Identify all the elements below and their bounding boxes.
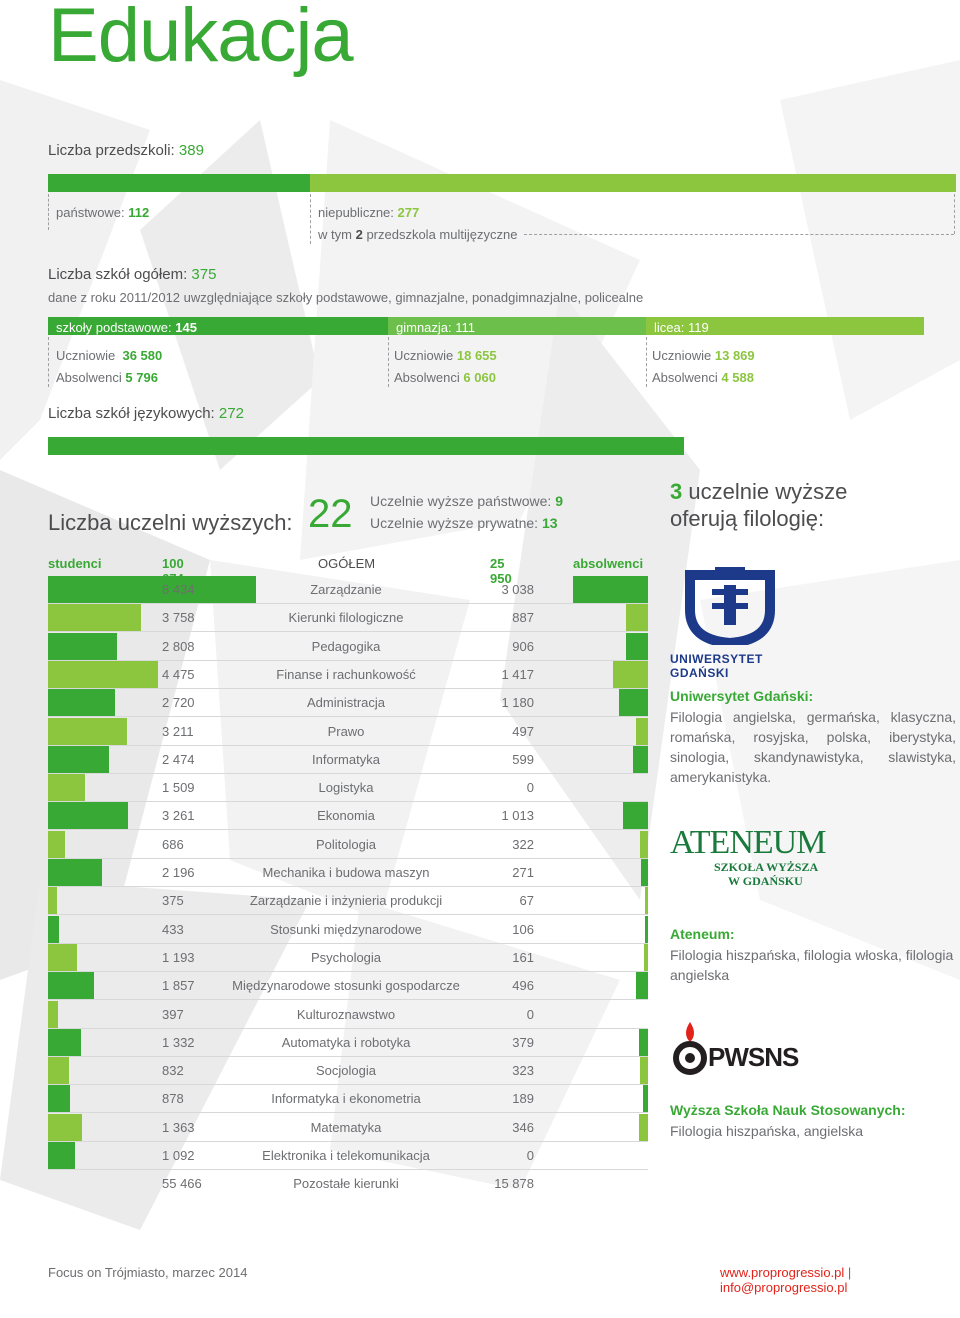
field-name: Kierunki filologiczne bbox=[288, 610, 404, 626]
divider bbox=[310, 194, 311, 244]
students-value: 2 808 bbox=[162, 638, 195, 654]
pwsns-logo bbox=[670, 1020, 830, 1080]
field-name: Kulturoznawstwo bbox=[296, 1006, 396, 1022]
preschools-public-bar bbox=[48, 174, 310, 192]
table-row bbox=[48, 1057, 648, 1085]
pwsns-heading: Wyższa Szkoła Nauk Stosowanych: bbox=[670, 1102, 906, 1118]
students-bar bbox=[48, 689, 115, 716]
divider bbox=[646, 337, 647, 387]
students-value: 1 193 bbox=[162, 949, 195, 965]
students-bar bbox=[48, 859, 102, 886]
language-schools-heading bbox=[48, 405, 244, 422]
language-schools-bar bbox=[48, 437, 684, 455]
ateneum-logo-text: ATENEUM bbox=[670, 824, 826, 861]
graduates-bar bbox=[645, 887, 648, 914]
graduates-bar bbox=[633, 746, 648, 773]
col-students: studenci bbox=[48, 556, 102, 571]
divider bbox=[524, 234, 954, 235]
table-row bbox=[48, 887, 648, 915]
table-row bbox=[48, 1170, 648, 1198]
middle-schools-label bbox=[396, 320, 475, 335]
field-name: Elektronika i telekomunikacja bbox=[262, 1148, 430, 1163]
graduates-bar bbox=[641, 859, 648, 886]
philology-line2: oferują filologię: bbox=[670, 506, 825, 531]
col-graduates: absolwenci bbox=[573, 556, 644, 571]
students-bar bbox=[48, 916, 59, 943]
graduates-value: 906 bbox=[512, 638, 534, 654]
table-row bbox=[48, 916, 648, 944]
graduates-value: 161 bbox=[512, 949, 534, 965]
graduates-value: 322 bbox=[512, 836, 534, 852]
table-row bbox=[48, 1142, 648, 1170]
graduates-value: 496 bbox=[512, 978, 534, 994]
divider bbox=[48, 337, 49, 387]
students-value: 36 580 bbox=[122, 348, 163, 363]
graduates-bar bbox=[643, 1085, 648, 1112]
graduates-value: 323 bbox=[512, 1063, 534, 1079]
universities-private bbox=[370, 515, 558, 531]
public-value: 9 bbox=[555, 493, 563, 509]
graduates-value: 599 bbox=[512, 751, 534, 767]
schools-label: Liczba szkół ogółem: bbox=[48, 266, 188, 283]
students-value: 55 466 bbox=[162, 1176, 202, 1192]
graduates-value: 106 bbox=[512, 921, 534, 937]
graduates-value: 189 bbox=[512, 1091, 534, 1107]
field-name: Pozostałe kierunki bbox=[293, 1176, 399, 1192]
table-row bbox=[48, 831, 648, 859]
grads-value: 4 588 bbox=[721, 370, 754, 385]
graduates-value: 0 bbox=[526, 780, 534, 796]
graduates-bar bbox=[639, 1114, 648, 1141]
graduates-bar bbox=[573, 576, 648, 603]
students-bar bbox=[48, 972, 94, 999]
students-value: 1 363 bbox=[162, 1119, 195, 1135]
schools-heading bbox=[48, 266, 216, 283]
students-value: 2 474 bbox=[162, 751, 195, 767]
primary-schools-label bbox=[56, 320, 197, 335]
universities-label: Liczba uczelni wyższych: bbox=[48, 510, 293, 535]
ateneum-logo-sub2: W GDAŃSKU bbox=[728, 874, 803, 888]
table-row bbox=[48, 1001, 648, 1029]
ug-logo-text: UNIWERSYTET GDAŃSKI bbox=[670, 652, 763, 680]
students-bar bbox=[48, 1001, 58, 1028]
field-name: Ekonomia bbox=[317, 808, 375, 824]
students-bar bbox=[48, 661, 158, 688]
graduates-value: 15 878 bbox=[494, 1176, 534, 1192]
primary-grads bbox=[56, 370, 158, 385]
students-value: 4 475 bbox=[162, 666, 195, 682]
students-value: 3 758 bbox=[162, 610, 195, 626]
students-value: 3 261 bbox=[162, 808, 195, 824]
graduates-bar bbox=[639, 1029, 648, 1056]
graduates-bar bbox=[613, 661, 648, 688]
graduates-value: 379 bbox=[512, 1034, 534, 1050]
students-bar bbox=[48, 746, 109, 773]
table-row bbox=[48, 718, 648, 746]
students-value: 1 332 bbox=[162, 1034, 195, 1050]
preschools-public-value: 112 bbox=[128, 205, 150, 220]
graduates-value: 0 bbox=[526, 1148, 534, 1163]
graduates-bar bbox=[636, 718, 648, 745]
students-value: 3 211 bbox=[162, 723, 194, 739]
footer-source: Focus on Trójmiasto, marzec 2014 bbox=[48, 1265, 248, 1280]
public-label: Uczelnie wyższe państwowe: bbox=[370, 493, 552, 509]
high-schools-label bbox=[654, 320, 709, 335]
students-value: 832 bbox=[162, 1063, 184, 1079]
philology-line1: uczelnie wyższe bbox=[688, 479, 848, 504]
col-total: OGÓŁEM bbox=[318, 556, 376, 571]
ateneum-logo-sub1: SZKOŁA WYŻSZA bbox=[714, 860, 819, 874]
field-name: Informatyka i ekonometria bbox=[271, 1091, 421, 1107]
students-bar bbox=[48, 633, 117, 660]
graduates-bar bbox=[636, 972, 648, 999]
graduates-value: 497 bbox=[512, 723, 534, 739]
philology-count: 3 bbox=[670, 479, 683, 504]
type-value: 145 bbox=[175, 320, 197, 335]
preschools-private-bar bbox=[310, 174, 956, 192]
field-name: Automatyka i robotyka bbox=[281, 1034, 411, 1050]
middle-grads bbox=[394, 370, 496, 385]
table-row bbox=[48, 972, 648, 1000]
preschools-note-value: 2 bbox=[355, 227, 363, 242]
graduates-bar bbox=[645, 916, 648, 943]
ug-emblem-icon bbox=[670, 565, 810, 645]
field-name: Finanse i rachunkowość bbox=[276, 666, 416, 682]
table-row bbox=[48, 1085, 648, 1113]
students-value: 13 869 bbox=[714, 348, 755, 363]
field-name: Matematyka bbox=[310, 1119, 382, 1135]
field-name: Psychologia bbox=[310, 949, 382, 965]
students-bar bbox=[48, 1085, 70, 1112]
students-label: Uczniowie bbox=[652, 348, 712, 363]
divider bbox=[48, 194, 49, 230]
page-title: Edukacja bbox=[48, 0, 353, 78]
preschools-total: 389 bbox=[178, 142, 204, 159]
graduates-value: 271 bbox=[512, 865, 534, 880]
students-bar bbox=[48, 831, 65, 858]
philology-heading bbox=[670, 478, 847, 532]
schools-total: 375 bbox=[191, 266, 217, 283]
graduates-bar bbox=[640, 1057, 648, 1084]
preschools-heading bbox=[48, 142, 204, 159]
primary-students bbox=[56, 348, 162, 363]
field-name: Politologia bbox=[316, 836, 376, 852]
ug-logo bbox=[670, 565, 810, 680]
flame-icon bbox=[670, 1020, 710, 1078]
pwsns-logo-text: PWSNS bbox=[708, 1042, 799, 1072]
field-name: Administracja bbox=[306, 695, 386, 711]
students-bar bbox=[48, 1057, 69, 1084]
preschools-private-label: niepubliczne: bbox=[318, 205, 394, 220]
ateneum-logo bbox=[670, 826, 840, 888]
field-name: Prawo bbox=[327, 723, 365, 739]
grads-value: 5 796 bbox=[125, 370, 158, 385]
field-name: Informatyka bbox=[312, 751, 380, 767]
students-value: 2 720 bbox=[162, 695, 195, 711]
students-bar bbox=[48, 604, 141, 631]
table-row bbox=[48, 661, 648, 689]
field-name: Międzynarodowe stosunki gospodarcze bbox=[232, 978, 460, 994]
field-name: Zarządzanie bbox=[310, 582, 382, 597]
private-label: Uczelnie wyższe prywatne: bbox=[370, 515, 539, 531]
field-name: Logistyka bbox=[318, 780, 374, 796]
students-bar bbox=[48, 1114, 82, 1141]
graduates-value: 1 013 bbox=[501, 808, 534, 824]
ateneum-heading: Ateneum: bbox=[670, 926, 735, 942]
students-label: Uczniowie bbox=[394, 348, 454, 363]
high-students bbox=[652, 348, 755, 363]
universities-public bbox=[370, 493, 563, 509]
students-bar bbox=[48, 1029, 81, 1056]
private-value: 13 bbox=[541, 515, 558, 531]
graduates-bar bbox=[623, 802, 648, 829]
type-label: szkoły podstawowe: bbox=[56, 320, 172, 335]
graduates-bar bbox=[644, 944, 648, 971]
graduates-value: 1 417 bbox=[501, 666, 534, 682]
ug-text: Filologia angielska, germańska, klasyczna, romańska, rosyjska, polska, iberystyka, sinologia, skandynawistyka, slawistyka, amerykanistyka. bbox=[670, 709, 956, 785]
footer-separator: | bbox=[847, 1265, 852, 1280]
graduates-bar bbox=[619, 689, 648, 716]
preschools-note bbox=[318, 227, 517, 242]
students-bar bbox=[48, 887, 57, 914]
students-bar bbox=[48, 802, 128, 829]
graduates-bar bbox=[640, 831, 648, 858]
grads-value: 6 060 bbox=[463, 370, 496, 385]
students-value: 1 092 bbox=[162, 1148, 195, 1163]
ateneum-text: Filologia hiszpańska, filologia włoska, filologia angielska bbox=[670, 947, 954, 983]
students-bar bbox=[48, 718, 127, 745]
preschools-private bbox=[318, 205, 419, 220]
graduates-value: 1 180 bbox=[501, 695, 534, 711]
table-row bbox=[48, 774, 648, 802]
graduates-value: 67 bbox=[519, 893, 534, 909]
table-row bbox=[48, 1029, 648, 1057]
grads-label: Absolwenci bbox=[652, 370, 718, 385]
students-label: Uczniowie bbox=[56, 348, 116, 363]
divider bbox=[388, 337, 389, 387]
graduates-value: 0 bbox=[526, 1006, 534, 1022]
language-schools-label: Liczba szkół językowych: bbox=[48, 405, 215, 422]
students-value: 686 bbox=[162, 836, 184, 852]
total-graduates: 25 950 bbox=[490, 556, 512, 586]
students-value: 878 bbox=[162, 1091, 184, 1107]
table-row bbox=[48, 944, 648, 972]
table-row bbox=[48, 1114, 648, 1142]
students-value: 375 bbox=[162, 893, 184, 909]
grads-label: Absolwenci bbox=[394, 370, 460, 385]
students-value: 8 434 bbox=[162, 582, 195, 597]
students-value: 1 857 bbox=[162, 978, 195, 994]
students-bar bbox=[48, 944, 77, 971]
students-value: 1 509 bbox=[162, 780, 195, 796]
preschools-public bbox=[56, 205, 149, 220]
footer-web-link[interactable]: www.proprogressio.pl bbox=[720, 1265, 845, 1280]
type-value: 119 bbox=[687, 320, 709, 335]
footer-email-link[interactable]: info@proprogressio.pl bbox=[720, 1280, 848, 1295]
preschools-public-label: państwowe: bbox=[56, 205, 125, 220]
graduates-bar bbox=[626, 633, 648, 660]
graduates-value: 887 bbox=[512, 610, 534, 626]
language-schools-value: 272 bbox=[218, 405, 244, 422]
footer-contact bbox=[720, 1265, 960, 1295]
field-name: Mechanika i budowa maszyn bbox=[262, 865, 430, 880]
field-name: Zarządzanie i inżynieria produkcji bbox=[249, 893, 443, 909]
table-row bbox=[48, 576, 648, 604]
table-row bbox=[48, 604, 648, 632]
table-row bbox=[48, 859, 648, 887]
students-value: 18 655 bbox=[456, 348, 497, 363]
students-bar bbox=[48, 1142, 75, 1169]
table-row bbox=[48, 633, 648, 661]
universities-total: 22 bbox=[308, 492, 353, 536]
graduates-value: 3 038 bbox=[501, 582, 534, 597]
field-name: Socjologia bbox=[316, 1063, 376, 1079]
preschools-note-prefix: w tym bbox=[318, 227, 352, 242]
students-value: 2 196 bbox=[162, 865, 195, 880]
type-label: licea: bbox=[654, 320, 685, 335]
preschools-note-suffix: przedszkola multijęzyczne bbox=[366, 227, 518, 242]
graduates-bar bbox=[626, 604, 648, 631]
grads-label: Absolwenci bbox=[56, 370, 122, 385]
field-name: Pedagogika bbox=[311, 638, 381, 654]
table-row bbox=[48, 802, 648, 830]
type-value: 111 bbox=[455, 320, 476, 335]
preschools-private-value: 277 bbox=[397, 205, 420, 220]
preschools-label: Liczba przedszkoli: bbox=[48, 142, 175, 159]
pwsns-text: Filologia hiszpańska, angielska bbox=[670, 1123, 863, 1139]
high-grads bbox=[652, 370, 754, 385]
students-value: 397 bbox=[162, 1006, 184, 1022]
type-label: gimnazja: bbox=[396, 320, 452, 335]
ug-heading: Uniwersytet Gdański: bbox=[670, 688, 814, 704]
table-row bbox=[48, 689, 648, 717]
total-students: 100 bbox=[162, 556, 184, 571]
divider bbox=[954, 194, 955, 234]
table-row bbox=[48, 746, 648, 774]
students-value: 433 bbox=[162, 921, 184, 937]
graduates-value: 346 bbox=[512, 1119, 534, 1135]
middle-students bbox=[394, 348, 497, 363]
field-name: Stosunki międzynarodowe bbox=[270, 921, 422, 937]
students-bar bbox=[48, 774, 85, 801]
schools-subtitle: dane z roku 2011/2012 uwzględniające szkoły podstawowe, gimnazjalne, ponadgimnazjalne, policealne bbox=[48, 290, 644, 305]
